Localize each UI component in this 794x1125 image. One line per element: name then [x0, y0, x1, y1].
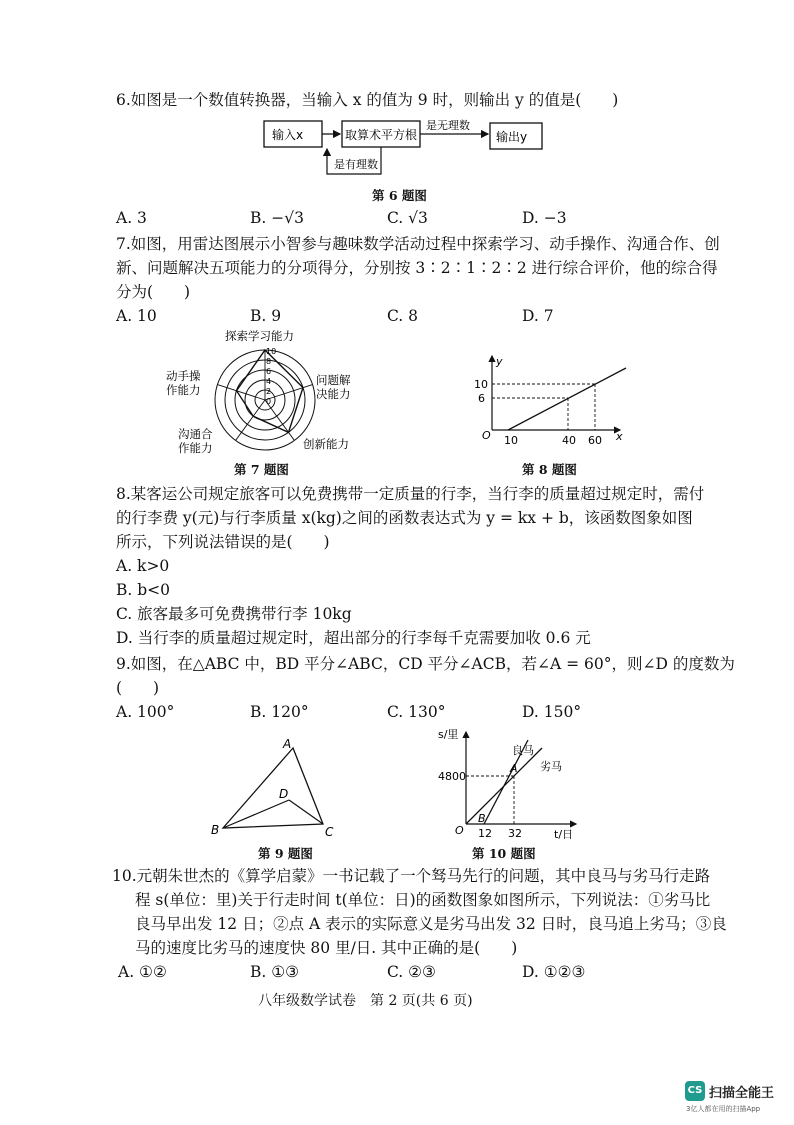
- q8-stem-line-2: 的行李费 y(元)与行李质量 x(kg)之间的函数表达式为 y = kx + b，该函数图象如图: [116, 509, 693, 527]
- q9-option-d: D. 150°: [522, 703, 582, 721]
- svg-text:C: C: [325, 825, 334, 839]
- q7-option-b: B. 9: [250, 307, 282, 325]
- triangle-abc: [223, 748, 323, 828]
- q10-stem-line-1: 10.元朝朱世杰的《算学启蒙》一书记载了一个驽马先行的问题，其中良马与劣马行走路: [112, 867, 711, 885]
- box-output-label: 输出y: [496, 130, 528, 144]
- radar-label-top: 探索学习能力: [225, 329, 294, 343]
- box-process-label: 取算术平方根: [345, 128, 418, 142]
- svg-text:劣马: 劣马: [540, 760, 562, 773]
- svg-text:B: B: [478, 812, 486, 825]
- watermark-brand: 扫描全能王: [709, 1086, 775, 1101]
- svg-text:x: x: [616, 430, 623, 443]
- radar-grid: [215, 350, 315, 450]
- svg-text:A: A: [510, 762, 518, 775]
- svg-text:良马: 良马: [512, 744, 534, 757]
- q7-stem-line-1: 7.如图，用雷达图展示小智参与趣味数学活动过程中探索学习、动手操作、沟通合作、创: [116, 235, 720, 253]
- q10-stem-line-2: 程 s(单位：里)关于行走时间 t(单位：日)的函数图象如图所示，下列说法：①劣马比: [135, 891, 711, 909]
- svg-text:32: 32: [508, 827, 522, 840]
- svg-text:O: O: [455, 824, 464, 837]
- svg-text:y: y: [496, 355, 503, 368]
- svg-text:12: 12: [478, 827, 492, 840]
- q8-caption: 第 8 题图: [522, 462, 577, 477]
- q10-stem-line-4: 马的速度比劣马的速度快 80 里/日. 其中正确的是( ): [135, 939, 518, 957]
- segment-bd: [223, 800, 289, 828]
- q6-option-b: B. −√3: [250, 209, 304, 227]
- q9-option-c: C. 130°: [387, 703, 446, 721]
- radar-axis-3: [265, 400, 294, 440]
- svg-text:40: 40: [562, 434, 576, 447]
- q8-option-d: D. 当行李的质量超过规定时，超出部分的行李每千克需要加收 0.6 元: [116, 629, 591, 647]
- svg-text:A: A: [283, 738, 292, 751]
- radar-tick-4: 4: [266, 377, 272, 386]
- radar-label-right-1: 问题解: [316, 373, 351, 387]
- watermark-tagline: 3亿人都在用的扫描App: [686, 1105, 761, 1113]
- q7-stem-line-3: 分为( ): [116, 283, 191, 301]
- q6-converter-diagram: [250, 112, 550, 184]
- rational-label: 是有理数: [334, 158, 378, 171]
- q10-caption: 第 10 题图: [472, 846, 536, 861]
- q9-triangle-figure: [205, 738, 340, 842]
- q6-caption: 第 6 题图: [372, 188, 427, 203]
- svg-text:O: O: [482, 429, 491, 442]
- q7-option-c: C. 8: [387, 307, 419, 325]
- q7-option-d: D. 7: [522, 307, 554, 325]
- q7-caption: 第 7 题图: [234, 462, 289, 477]
- radar-label-bottom-right: 创新能力: [303, 437, 349, 451]
- q6-option-a: A. 3: [116, 209, 147, 227]
- radar-label-left-2: 作能力: [166, 383, 201, 397]
- svg-text:B: B: [211, 823, 220, 837]
- q8-stem-line-3: 所示，下列说法错误的是( ): [116, 533, 330, 551]
- line-y-kx-b: [508, 368, 626, 430]
- radar-tick-8: 8: [266, 357, 272, 366]
- radar-label-right-2: 决能力: [316, 387, 351, 401]
- radar-label-left-1: 动手操: [166, 369, 201, 383]
- q6-option-c: C. √3: [387, 209, 428, 227]
- svg-text:D: D: [279, 787, 289, 801]
- q7-radar-chart: [160, 326, 370, 458]
- q8-function-graph: [470, 352, 630, 452]
- q10-option-b: B. ①③: [250, 963, 300, 981]
- page-footer: 八年级数学试卷 第 2 页(共 6 页): [258, 993, 473, 1009]
- q9-option-b: B. 120°: [250, 703, 309, 721]
- q9-option-a: A. 100°: [116, 703, 175, 721]
- q10-distance-time-graph: [438, 726, 588, 842]
- q6-stem: 6.如图是一个数值转换器，当输入 x 的值为 9 时，则输出 y 的值是( ): [116, 91, 619, 109]
- q8-option-a: A. k>0: [116, 557, 170, 575]
- q10-option-d: D. ①②③: [522, 963, 586, 981]
- svg-text:s/里: s/里: [438, 728, 459, 741]
- q8-option-b: B. b<0: [116, 581, 171, 599]
- svg-text:4800: 4800: [438, 770, 466, 783]
- q9-caption: 第 9 题图: [258, 846, 313, 861]
- q8-stem-line-1: 8.某客运公司规定旅客可以免费携带一定质量的行李，当行李的质量超过规定时，需付: [116, 485, 705, 503]
- q8-option-c: C. 旅客最多可免费携带行李 10kg: [116, 605, 352, 623]
- radar-label-bottom-left-2: 作能力: [178, 441, 213, 455]
- q10-stem-line-3: 良马早出发 12 日；②点 A 表示的实际意义是劣马出发 32 日时，良马追上劣马；③良: [135, 915, 727, 933]
- camscanner-logo-icon: CS: [685, 1081, 705, 1101]
- radar-tick-6: 6: [266, 367, 272, 376]
- radar-tick-10: 10: [266, 347, 277, 356]
- irrational-label: 是无理数: [426, 119, 470, 132]
- q10-option-c: C. ②③: [387, 963, 436, 981]
- q9-stem-line-2: ( ): [116, 679, 160, 697]
- radar-tick-0: 0: [266, 397, 272, 406]
- svg-text:10: 10: [474, 378, 488, 391]
- q10-option-a: A. ①②: [118, 963, 167, 981]
- radar-tick-2: 2: [266, 387, 272, 396]
- radar-label-bottom-left-1: 沟通合: [178, 427, 213, 441]
- q9-stem-line-1: 9.如图，在△ABC 中，BD 平分∠ABC，CD 平分∠ACB，若∠A = 60°，则∠D 的度数为: [116, 655, 735, 673]
- svg-text:6: 6: [478, 392, 485, 405]
- q7-stem-line-2: 新、问题解决五项能力的分项得分，分别按 3∶2∶1∶2∶2 进行综合评价，他的综合得: [116, 259, 718, 277]
- svg-text:t/日: t/日: [554, 828, 574, 841]
- q6-option-d: D. −3: [522, 209, 567, 227]
- svg-text:10: 10: [504, 434, 518, 447]
- svg-text:60: 60: [588, 434, 602, 447]
- q7-option-a: A. 10: [116, 307, 157, 325]
- box-input-label: 输入x: [272, 128, 304, 142]
